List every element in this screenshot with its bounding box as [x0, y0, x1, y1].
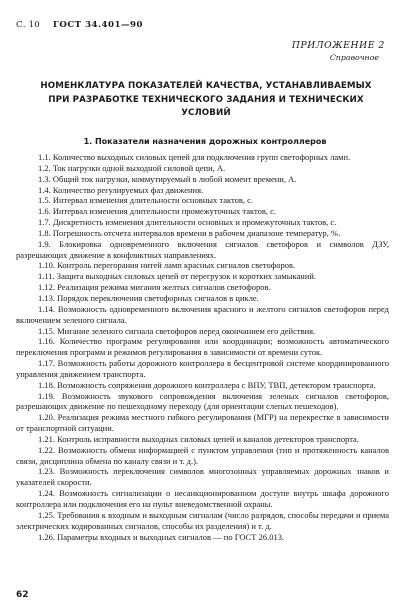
paragraph: 1.11. Защита выходных силовых цепей от перегрузок и коротких замыканий. — [38, 271, 317, 282]
paragraph: 1.8. Погрешность отсчета интервалов времени в рабочем диапазоне температур, %. — [38, 227, 341, 238]
appendix-title: ПРИЛОЖЕНИЕ 2 — [291, 40, 385, 51]
paragraph: 1.16. Количество программ регулирования или координации; возможность автоматического переключения программ и режимов регулирования в зависимости от времени суток. — [16, 336, 389, 358]
paragraph: 1.20. Реализация режима местного гибкого регулирования (МГР) на перекрестке в зависимости от транспортной ситуации. — [16, 412, 389, 434]
paragraph: 1.15. Мигание зеленого сигнала светофоров перед окончанием его действия. — [38, 325, 316, 336]
paragraph: 1.14. Возможность одновременного включения красного и желтого сигналов светофоров перед включением зеленого сигнала. — [16, 303, 389, 325]
paragraph: 1.26. Параметры входных и выходных сигналов — по ГОСТ 26.013. — [38, 531, 285, 542]
paragraph: 1.12. Реализация режима мигания желтых сигналов светофоров. — [38, 282, 271, 293]
paragraph: 1.18. Возможность сопряжения дорожного контроллера с ВПУ, ТВП, детектором транспорта. — [38, 379, 376, 390]
paragraph: 1.21. Контроль исправности выходных силовых цепей и каналов детекторов транспорта. — [38, 433, 359, 444]
paragraph: 1.10. Контроль перегорания нитей ламп красных сигналов светофоров. — [38, 260, 296, 271]
standard-number: ГОСТ 34.401—90 — [52, 20, 144, 30]
paragraph: 1.3. Общий ток нагрузки, коммутируемый в любой момент времени, А. — [38, 173, 297, 184]
paragraph: 1.5. Интервал изменения длительности основных тактов, с. — [38, 195, 254, 206]
paragraph: 1.22. Возможность обмена информацией с пунктом управления (тип и протяженность каналов связи, дисциплина обмена по каналу связи и т. д.). — [16, 444, 389, 466]
paragraph: 1.25. Требования к входным и выходным сигналам (число разрядов, способы передачи и приема электрических кодированных сигналов, способы их разделения) и т. д. — [16, 509, 389, 531]
paragraph: 1.23. Возможность переключения символов многозонных управляемых дорожных знаков и указателей скорости. — [16, 466, 389, 488]
paragraph: 1.7. Дискретность изменения длительности основных и промежуточных тактов, с. — [38, 217, 337, 228]
page-number: 62 — [16, 590, 29, 600]
page-label: С. 10 — [16, 20, 40, 30]
document-title: НОМЕНКЛАТУРА ПОКАЗАТЕЛЕЙ КАЧЕСТВА, УСТАНАВЛИВАЕМЫХ ПРИ РАЗРАБОТКЕ ТЕХНИЧЕСКОГО ЗАДАНИЯ И ТЕХНИЧЕСКИХ УСЛОВИЙ — [40, 81, 372, 118]
paragraph: 1.19. Возможность звукового сопровождения включения зеленых сигналов светофоров, разрешающих движение по пешеходному переходу (для ориентации слепых пешеходов). — [16, 390, 389, 412]
paragraph: 1.6. Интервал изменения длительности промежуточных тактов, с. — [38, 206, 277, 217]
paragraph: 1.4. Количество регулируемых фаз движения. — [38, 184, 204, 195]
paragraph: 1.24. Возможность сигнализации о несанкционированном доступе внутрь шкафа дорожного контроллера или подключения его на пульт вневедомственной охраны. — [16, 488, 389, 509]
paragraph: 1.1. Количество выходных силовых цепей для подключения групп светофорных ламп. — [38, 152, 351, 162]
document-body — [16, 152, 389, 542]
paragraph: 1.2. Ток нагрузки одной выходной силовой цепи, А. — [38, 162, 226, 173]
appendix-subtitle: Справочное — [329, 53, 379, 62]
section-title: 1. Показатели назначения дорожных контроллеров — [83, 137, 327, 146]
paragraph: 1.9. Блокировка одновременного включения сигналов светофоров и символов ДЗУ, разрешающих движение в конфликтных направлениях. — [16, 238, 389, 260]
paragraph: 1.17. Возможность работы дорожного контроллера в бесцентровой системе координированного управления движением транспорта. — [16, 358, 389, 379]
page-header — [16, 20, 143, 30]
paragraph: 1.13. Порядок переключения светофорных сигналов в цикле. — [38, 292, 259, 303]
